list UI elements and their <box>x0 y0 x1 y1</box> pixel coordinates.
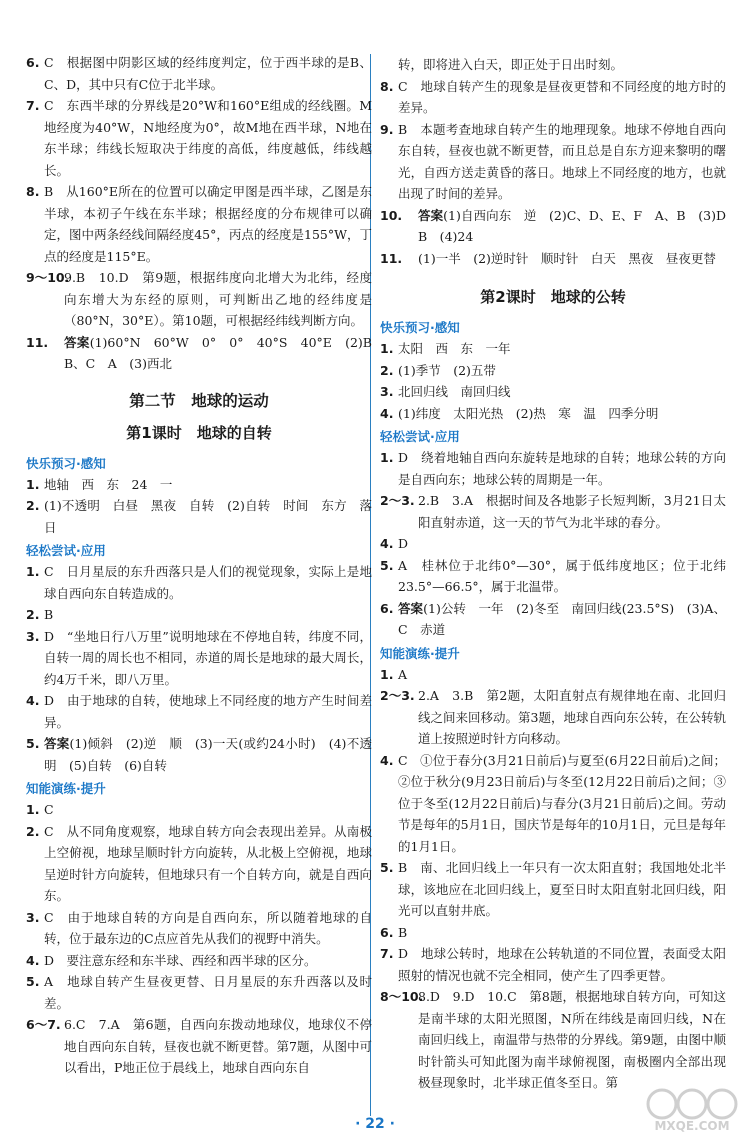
subsection-heading: 轻松尝试·应用 <box>380 429 460 444</box>
item-text: C <box>44 802 54 817</box>
left-column <box>26 52 385 1079</box>
list-item <box>26 971 372 1014</box>
item-number: 5. <box>380 557 394 573</box>
item-number: 4. <box>26 693 40 708</box>
item-number: 8～10. <box>380 989 424 1004</box>
list-item <box>380 381 726 403</box>
item-text: 2.A 3.B 第2题，太阳直射点有规律地在南、北回归线之间来回移动。第3题，地球自西向东公转，在公转轨道上按照逆时针方向移动。 <box>418 688 726 746</box>
list-item <box>380 857 726 922</box>
item-text: (1)一半 (2)逆时针 顺时针 白天 黑夜 昼夜更替 <box>418 250 716 266</box>
item-number: 2. <box>26 823 40 839</box>
item-number: 1. <box>380 666 394 682</box>
item-number: 1. <box>26 476 40 492</box>
item-text: C 东西半球的分界线是20°W和160°E组成的经线圈。M地经度为40°W，N地经度为0°，故M地在西半球，N地在东半球；纬线长短取决于纬度的高低，纬度越低，纬线越长。 <box>44 98 372 178</box>
list-item <box>26 907 372 950</box>
answer-label: 答案 <box>44 736 70 751</box>
item-text: C 从不同角度观察，地球自转方向会表现出差异。从南极上空俯视，地球呈顺时针方向旋转，从北极上空俯视，地球呈逆时针方向旋转，但地球只有一个自转方向，就是自西向东。 <box>44 823 372 903</box>
item-number: 11. <box>26 334 49 350</box>
item-number: 6. <box>380 600 394 616</box>
item-number: 2～3. <box>380 493 415 508</box>
item-text: 6.C 7.A 第6题，自西向东拨动地球仪，地球仪不停地自西向东自转，昼夜也就不断更替。第7题，从图中可以看出，P地正位于晨线上，地球自西向东自 <box>64 1017 372 1075</box>
item-number: 5. <box>26 974 40 989</box>
list-item <box>26 690 372 733</box>
item-text: (1)60°N 60°W 0° 0° 40°S 40°E (2)B B、C A (3)西北 <box>64 334 385 371</box>
list-item <box>26 626 372 691</box>
item-text: (1)不透明 白昼 黑夜 自转 (2)自转 时间 东方 落日 <box>44 498 372 535</box>
item-text: D <box>398 536 409 551</box>
item-number: 9. <box>380 121 394 137</box>
item-text: 北回归线 南回归线 <box>398 384 511 399</box>
answer-label: 答案 <box>398 600 424 616</box>
list-item <box>26 950 372 972</box>
item-number: 1. <box>26 564 40 579</box>
list-item <box>380 360 726 382</box>
item-number: 1. <box>380 450 394 465</box>
item-number: 6. <box>26 55 40 70</box>
item-text: 太阳 西 东 一年 <box>398 341 511 356</box>
item-text: (1)公转 一年 (2)冬至 南回归线(23.5°S) (3)A、C 赤道 <box>398 600 726 637</box>
item-number: 3. <box>380 384 394 399</box>
item-number: 7. <box>26 98 40 113</box>
subsection-heading: 快乐预习·感知 <box>380 320 460 335</box>
item-number: 6～7. <box>26 1017 61 1032</box>
list-item <box>380 943 726 986</box>
item-text: 地轴 西 东 24 一 <box>44 476 173 492</box>
item-text: C 日月星辰的东升西落只是人们的视觉现象，实际上是地球自西向东自转造成的。 <box>44 564 372 601</box>
item-text: 转，即将进入白天，即正处于日出时刻。 <box>398 57 624 72</box>
item-text: 9.B 10.D 第9题，根据纬度向北增大为北纬，经度向东增大为东经的原则，可判断出乙地的经纬度是（80°N，30°E）。第10题，可根据经纬线判断方向。 <box>64 270 372 328</box>
list-item <box>26 474 372 496</box>
list-item <box>380 555 726 598</box>
item-number: 2～3. <box>380 688 415 703</box>
item-text: D “坐地日行八万里”说明地球在不停地自转，纬度不同，自转一周的周长也不相同，赤道的周长是地球的最大周长，约4万千米，即八万里。 <box>44 628 372 687</box>
item-number: 2. <box>26 498 40 513</box>
item-text: B <box>398 924 408 940</box>
item-number: 3. <box>26 628 40 644</box>
item-number: 8. <box>26 184 40 199</box>
list-item <box>380 248 726 270</box>
lesson-title: 第2课时 地球的公转 <box>480 288 626 306</box>
item-text: D 绕着地轴自西向东旋转是地球的自转；地球公转的方向是自西向东；地球公转的周期是一年。 <box>398 450 726 487</box>
list-item <box>380 490 726 533</box>
item-number: 1. <box>380 341 394 356</box>
list-item <box>380 205 739 248</box>
list-item <box>26 561 372 604</box>
list-item <box>380 986 726 1094</box>
list-item <box>380 119 726 205</box>
item-number: 5. <box>26 736 40 751</box>
list-item <box>26 181 372 267</box>
item-text: B 本题考查地球自转产生的地理现象。地球不停地自西向东自转，昼夜也就不断更替，而且总是自东方迎来黎明的曙光，自西方送走黄昏的落日。地球上不同经度的地方，也就出现了时间的差异。 <box>398 121 726 201</box>
item-text: (1)季节 (2)五带 <box>398 362 496 378</box>
item-text: A <box>398 666 408 682</box>
item-text: D 由于地球的自转，使地球上不同经度的地方产生时间差异。 <box>44 693 372 730</box>
item-text: C ①位于春分(3月21日前后)与夏至(6月22日前后)之间；②位于秋分(9月23日前后)与冬至(12月22日前后)之间；③位于冬至(12月22日前后)与春分(3月21日前后)之间。劳动节是每年的5月1日，国庆节是每年的10月1日，元旦是每年的1月1日。 <box>398 752 726 854</box>
item-text: B 南、北回归线上一年只有一次太阳直射；我国地处北半球，该地应在北回归线上，夏至日时太阳直射北回归线，阳光可以直射井底。 <box>398 860 726 918</box>
item-number: 4. <box>380 752 394 768</box>
right-column <box>380 54 739 1094</box>
item-number: 2. <box>380 362 394 378</box>
list-item <box>26 821 372 907</box>
watermark-text: MXQE.COM <box>654 1119 730 1132</box>
item-number: 11. <box>380 250 403 266</box>
item-text: D 地球公转时，地球在公转轨道的不同位置，表面受太阳照射的情况也就不完全相同，使产生了四季更替。 <box>398 946 726 983</box>
list-item <box>26 95 372 181</box>
item-text: B <box>44 607 54 622</box>
item-number: 4. <box>380 536 394 551</box>
list-item <box>380 664 726 686</box>
list-item <box>26 495 372 538</box>
lesson-title: 第1课时 地球的自转 <box>126 423 272 442</box>
list-item <box>380 598 726 641</box>
item-text: (1)纬度 太阳光热 (2)热 寒 温 四季分明 <box>398 405 659 421</box>
list-item <box>380 922 726 944</box>
item-number: 4. <box>380 405 394 421</box>
item-number: 5. <box>380 860 394 875</box>
item-text: (1)倾斜 (2)逆 顺 (3)一天(或约24小时) (4)不透明 (5)自转 (6)自转 <box>44 736 372 773</box>
item-text: B 从160°E所在的位置可以确定甲图是西半球，乙图是东半球，本初子午线在东半球；根据经度的分布规律可以确定，图中两条经线间隔经度45°，丙点的经度是155°W，丁点的经度是115°E。 <box>44 184 372 264</box>
subsection-heading: 快乐预习·感知 <box>26 455 106 471</box>
item-number: 3. <box>26 909 40 925</box>
item-text: C 地球自转产生的现象是昼夜更替和不同经度的地方时的差异。 <box>398 78 726 115</box>
list-item <box>380 685 726 750</box>
item-text: D 要注意东经和东半球、西经和西半球的区分。 <box>44 952 317 968</box>
list-item <box>26 799 372 821</box>
subsection-heading: 知能演练·提升 <box>380 645 460 661</box>
item-number: 4. <box>26 952 40 968</box>
item-number: 1. <box>26 802 40 817</box>
list-item <box>380 403 726 425</box>
answer-label: 答案 <box>64 334 90 350</box>
item-number: 6. <box>380 924 394 940</box>
item-text: A 桂林位于北纬0°—30°，属于低纬度地区；位于北纬23.5°—66.5°，属于北温带。 <box>398 557 726 594</box>
list-item <box>26 1014 372 1079</box>
list-item <box>26 332 385 375</box>
item-number: 8. <box>380 78 394 94</box>
list-item <box>380 447 726 490</box>
list-item <box>380 533 726 555</box>
continued-text <box>380 54 726 76</box>
page-number: · 22 · <box>355 1116 395 1132</box>
list-item <box>26 604 372 626</box>
list-item <box>380 76 726 119</box>
item-text: 2.B 3.A 根据时间及各地影子长短判断，3月21日太阳直射赤道，这一天的节气为北半球的春分。 <box>418 493 726 530</box>
item-text: (1)自西向东 逆 (2)C、D、E、F A、B (3)D B (4)24 <box>418 207 739 244</box>
list-item <box>26 733 372 776</box>
item-text: 8.D 9.D 10.C 第8题，根据地球自转方向，可知这是南半球的太阳光照图，N所在纬线是南回归线，N在南回归线上，南温带与热带的分界线。第9题，由图中顺时针箭头可知此图为南半球俯视图，南极圈内全部出现极昼现象时，北半球正值冬至日。第 <box>418 989 726 1090</box>
item-number: 10. <box>380 207 403 223</box>
answer-label: 答案 <box>418 207 444 223</box>
list-item <box>380 338 726 360</box>
subsection-heading: 轻松尝试·应用 <box>26 543 106 558</box>
list-item <box>380 750 726 858</box>
list-item <box>26 267 372 332</box>
subsection-heading: 知能演练·提升 <box>26 781 106 796</box>
item-number: 9～10. <box>26 270 70 285</box>
item-text: C 由于地球自转的方向是自西向东，所以随着地球的自转，位于最东边的C点应首先从我们的视野中消失。 <box>44 909 372 946</box>
watermark-logo <box>640 1086 744 1132</box>
item-text: C 根据图中阴影区域的经纬度判定，位于西半球的是B、C、D，其中只有C位于北半球。 <box>44 55 372 92</box>
item-number: 7. <box>380 946 394 961</box>
list-item <box>26 52 372 95</box>
section-title: 第二节 地球的运动 <box>129 391 269 410</box>
item-number: 2. <box>26 607 40 622</box>
item-text: A 地球自转产生昼夜更替、日月星辰的东升西落以及时差。 <box>44 974 372 1011</box>
